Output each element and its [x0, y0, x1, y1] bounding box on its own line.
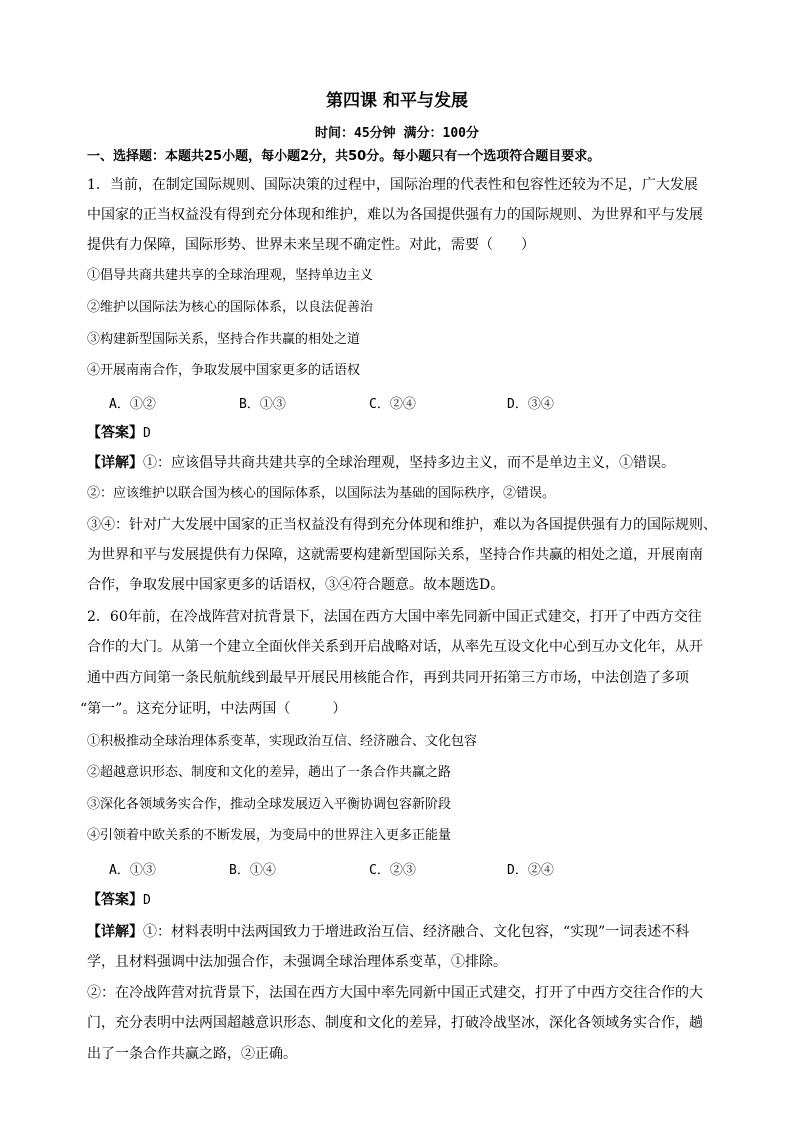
question-1-item: ③构建新型国际关系，坚持合作共赢的相处之道	[87, 332, 361, 347]
question-2-stem-line: “第一”。这充分证明，中法两国（ ）	[80, 701, 347, 717]
option-b[interactable]: B．①④	[229, 863, 276, 878]
option-d[interactable]: D．③④	[507, 397, 554, 412]
question-1-stem-line: 中国家的正当权益没有得到充分体现和维护，难以为各国提供强有力的国际规则、为世界和平与发展	[87, 207, 703, 223]
section-heading: 一、选择题：本题共25小题，每小题2分，共50分。每小题只有一个选项符合题目要求。	[87, 149, 601, 164]
question-1-options	[87, 393, 717, 411]
question-2-explain-line: 出了一条合作共赢之路，②正确。	[87, 1046, 297, 1062]
question-2-stem-line: 合作的大门。从第一个建立全面伙伴关系到开启战略对话，从率先互设文化中心到互办文化年，从开	[87, 639, 703, 655]
option-c[interactable]: C．②④	[369, 397, 416, 412]
question-1-item: ④开展南南合作，争取发展中国家更多的话语权	[87, 363, 361, 378]
explain-label: 【详解】	[87, 924, 143, 940]
question-1-explain-line: 为世界和平与发展提供有力保障，这就需要构建新型国际关系，坚持合作共赢的相处之道，开展南南	[87, 547, 703, 563]
option-a[interactable]: A．①②	[109, 397, 156, 412]
question-2-item: ②超越意识形态、制度和文化的差异，趟出了一条合作共赢之路	[87, 765, 452, 780]
answer-value: D	[143, 426, 151, 441]
question-2-item: ③深化各领域务实合作，推动全球发展迈入平衡协调包容新阶段	[87, 797, 452, 812]
question-2-stem-line: 通中西方间第一条民航航线到最早开展民用核能合作，再到共同开拓第三方市场，中法创造了多项	[87, 670, 689, 686]
question-2-explain-line: 门，充分表明中法两国超越意识形态、制度和文化的差异，打破冷战坚冰，深化各领域务实合作，趟	[87, 1015, 703, 1031]
question-1-explain-line: ②：应该维护以联合国为核心的国际体系，以国际法为基础的国际秩序，②错误。	[87, 486, 556, 501]
question-1-item: ①倡导共商共建共享的全球治理观，坚持单边主义	[87, 268, 374, 283]
answer-label: 【答案】	[87, 425, 143, 441]
question-1-explain-line: 合作，争取发展中国家更多的话语权，③④符合题意。故本题选D。	[87, 577, 505, 593]
question-2-item: ①积极推动全球治理体系变革，实现政治互信、经济融合、文化包容	[87, 734, 478, 749]
question-2-options	[87, 859, 717, 877]
question-1-explain-line	[87, 454, 717, 472]
page-title: 第四课 和平与发展	[326, 91, 468, 111]
question-2-explain-line: ②：在冷战阵营对抗背景下，法国在西方大国中率先同新中国正式建交，打开了中西方交往合作的大	[87, 985, 703, 1001]
question-1-answer	[87, 424, 717, 443]
question-2-explain-line: 学，且材料强调中法加强合作，未强调全球治理体系变革，①排除。	[87, 954, 507, 970]
question-2-item: ④引领着中欧关系的不断发展，为变局中的世界注入更多正能量	[87, 828, 452, 843]
question-1-explain-line: ③④：针对广大发展中国家的正当权益没有得到充分体现和维护，难以为各国提供强有力的国际规则、	[87, 517, 717, 533]
question-1-stem-line: 提供有力保障，国际形势、世界未来呈现不确定性。对此，需要（ ）	[87, 237, 535, 253]
explain-text: ①：材料表明中法两国致力于增进政治互信、经济融合、文化包容，“实现”一词表述不科	[143, 924, 690, 940]
option-b[interactable]: B．①③	[239, 397, 286, 412]
answer-value: D	[143, 893, 151, 908]
option-a[interactable]: A．①③	[109, 863, 156, 878]
explain-text: ①：应该倡导共商共建共享的全球治理观，坚持多边主义，而不是单边主义，①错误。	[143, 455, 675, 471]
question-1-stem-line: 1．当前，在制定国际规则、国际决策的过程中，国际治理的代表性和包容性还较为不足，广大发展	[87, 177, 698, 193]
question-2-answer	[87, 891, 717, 910]
question-1-item: ②维护以国际法为核心的国际体系，以良法促善治	[87, 300, 374, 315]
question-2-explain-line	[87, 923, 717, 941]
option-d[interactable]: D．②④	[507, 863, 554, 878]
answer-label: 【答案】	[87, 892, 143, 908]
explain-label: 【详解】	[87, 455, 143, 471]
option-c[interactable]: C．②③	[369, 863, 416, 878]
question-2-stem-line: 2．60年前，在冷战阵营对抗背景下，法国在西方大国中率先同新中国正式建交，打开了中西方交往	[87, 609, 702, 625]
exam-meta: 时间：45分钟 满分：100分	[315, 126, 479, 141]
